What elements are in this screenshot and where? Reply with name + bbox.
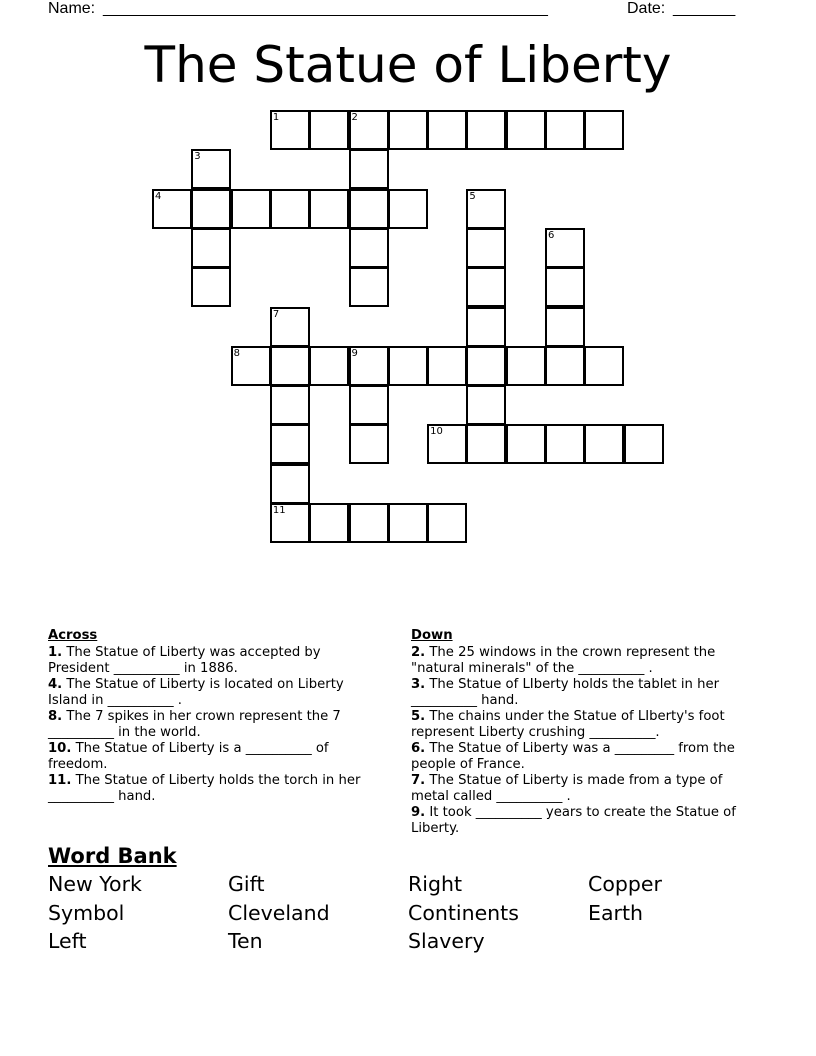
clue-item-number: 3. bbox=[411, 677, 426, 692]
clue-item-text: The Statue of LIberty holds the tablet in her __________ hand. bbox=[411, 677, 719, 708]
clue-number: 7 bbox=[272, 308, 280, 320]
across-clues bbox=[48, 628, 383, 805]
clue-item bbox=[48, 741, 383, 773]
grid-cell[interactable] bbox=[466, 228, 506, 268]
grid-cell[interactable] bbox=[191, 149, 231, 189]
grid-cell[interactable] bbox=[270, 464, 310, 504]
word-bank-item: Right bbox=[408, 872, 462, 896]
grid-cell[interactable] bbox=[191, 267, 231, 307]
clue-item-text: The Statue of Liberty was accepted by President __________ in 1886. bbox=[48, 645, 321, 676]
grid-cell[interactable] bbox=[624, 424, 664, 464]
clue-item-text: The 7 spikes in her crown represent the 7 __________ in the world. bbox=[48, 709, 341, 740]
down-heading: Down bbox=[411, 628, 453, 643]
clue-number: 10 bbox=[430, 426, 443, 438]
date-label: Date: bbox=[627, 0, 666, 17]
clue-item-number: 6. bbox=[411, 741, 426, 756]
grid-cell[interactable] bbox=[270, 385, 310, 425]
grid-cell[interactable] bbox=[349, 267, 389, 307]
clue-item bbox=[411, 805, 746, 837]
grid-cell[interactable] bbox=[349, 189, 389, 229]
clue-item bbox=[411, 709, 746, 741]
grid-cell[interactable] bbox=[309, 503, 349, 543]
clue-item-number: 9. bbox=[411, 805, 426, 820]
clue-number: 8 bbox=[233, 347, 240, 359]
across-heading: Across bbox=[48, 628, 98, 643]
grid-cell[interactable] bbox=[427, 503, 467, 543]
clue-number: 1 bbox=[272, 112, 280, 123]
grid-cell[interactable] bbox=[309, 346, 349, 386]
clue-item-number: 7. bbox=[411, 773, 426, 788]
clue-number: 4 bbox=[155, 190, 162, 202]
clue-item bbox=[411, 645, 746, 677]
grid-cell[interactable] bbox=[427, 110, 467, 150]
grid-cell[interactable] bbox=[545, 228, 585, 268]
clue-number: 2 bbox=[351, 112, 358, 123]
word-bank-item: Ten bbox=[228, 929, 263, 953]
grid-cell[interactable] bbox=[584, 346, 624, 386]
grid-cell[interactable] bbox=[466, 110, 506, 150]
clue-item-number: 11. bbox=[48, 773, 72, 788]
grid-cell[interactable] bbox=[466, 424, 506, 464]
word-bank-item: Continents bbox=[408, 900, 519, 925]
across-clue-list bbox=[48, 645, 383, 805]
clue-item-number: 10. bbox=[48, 741, 72, 756]
word-bank-item: Gift bbox=[228, 872, 265, 896]
grid-cell[interactable] bbox=[231, 346, 271, 386]
word-bank-list bbox=[48, 870, 768, 956]
grid-cell[interactable] bbox=[349, 503, 389, 543]
grid-cell[interactable] bbox=[191, 189, 231, 229]
grid-cell[interactable] bbox=[231, 189, 271, 229]
grid-cell[interactable] bbox=[191, 228, 231, 268]
grid-cell[interactable] bbox=[349, 228, 389, 268]
grid-cell[interactable] bbox=[349, 346, 389, 386]
clue-number: 9 bbox=[351, 347, 358, 359]
grid-cell[interactable] bbox=[466, 346, 506, 386]
grid-cell[interactable] bbox=[270, 503, 310, 543]
grid-cell[interactable] bbox=[584, 110, 624, 150]
grid-cell[interactable] bbox=[388, 503, 428, 543]
grid-cell[interactable] bbox=[584, 424, 624, 464]
down-clue-list bbox=[411, 645, 746, 837]
grid-cell[interactable] bbox=[506, 346, 546, 386]
grid-cell[interactable] bbox=[270, 189, 310, 229]
word-bank-item: New York bbox=[48, 872, 142, 896]
clue-item bbox=[48, 677, 383, 709]
grid-cell[interactable] bbox=[349, 385, 389, 425]
page-title: The Statue of Liberty bbox=[144, 36, 672, 94]
grid-cell[interactable] bbox=[506, 424, 546, 464]
clue-item-number: 4. bbox=[48, 677, 63, 692]
grid-cell[interactable] bbox=[388, 346, 428, 386]
word-bank-item: Cleveland bbox=[228, 900, 330, 925]
clue-item-text: The Statue of Liberty was a _________ from the people of France. bbox=[411, 741, 735, 772]
clue-item-text: The Statue of Liberty is made from a type of metal called __________ . bbox=[411, 773, 723, 804]
word-bank-title: Word Bank bbox=[48, 844, 177, 868]
grid-cell[interactable] bbox=[152, 189, 192, 229]
clue-item-text: The 25 windows in the crown represent the "natural minerals" of the __________ . bbox=[411, 645, 716, 676]
grid-cell[interactable] bbox=[506, 110, 546, 150]
clue-item bbox=[48, 773, 383, 805]
grid-cell[interactable] bbox=[270, 307, 310, 347]
grid-cell[interactable] bbox=[349, 424, 389, 464]
clue-number: 6 bbox=[548, 229, 555, 241]
grid-cell[interactable] bbox=[545, 346, 585, 386]
word-bank-item: Copper bbox=[588, 872, 662, 896]
clue-item-number: 5. bbox=[411, 709, 426, 724]
clue-item bbox=[411, 677, 746, 709]
grid-cell[interactable] bbox=[388, 110, 428, 150]
clue-number: 3 bbox=[194, 151, 201, 163]
down-clues bbox=[411, 628, 746, 837]
grid-cell[interactable] bbox=[545, 424, 585, 464]
clue-item-text: The Statue of Liberty is a __________ of freedom. bbox=[48, 741, 329, 772]
clue-item-text: The Statue of Liberty holds the torch in her __________ hand. bbox=[48, 773, 361, 804]
clue-item-number: 8. bbox=[48, 709, 63, 724]
grid-cell[interactable] bbox=[466, 385, 506, 425]
grid-cell[interactable] bbox=[545, 267, 585, 307]
grid-cell[interactable] bbox=[388, 189, 428, 229]
clue-number: 5 bbox=[469, 190, 476, 202]
name-label: Name: bbox=[48, 0, 96, 17]
word-bank-item: Slavery bbox=[408, 929, 485, 953]
clue-item-text: The chains under the Statue of LIberty's foot represent Liberty crushing __________. bbox=[411, 709, 725, 740]
clue-item-text: The Statue of Liberty is located on Liberty Island in __________ . bbox=[48, 677, 344, 708]
word-bank-item: Left bbox=[48, 929, 87, 953]
grid-cell[interactable] bbox=[466, 189, 506, 229]
word-bank-item: Symbol bbox=[48, 900, 125, 925]
clue-item-number: 2. bbox=[411, 645, 426, 660]
clue-item bbox=[48, 645, 383, 677]
name-blank[interactable]: __________________________________________________ bbox=[103, 0, 548, 17]
clue-item-number: 1. bbox=[48, 645, 63, 660]
clue-number: 11 bbox=[272, 505, 286, 516]
grid-cell[interactable] bbox=[427, 424, 467, 464]
clue-item bbox=[48, 709, 383, 741]
clue-item-text: It took __________ years to create the Statue of Liberty. bbox=[411, 805, 736, 836]
clue-item bbox=[411, 773, 746, 805]
grid-cell[interactable] bbox=[309, 189, 349, 229]
grid-cell[interactable] bbox=[349, 149, 389, 189]
grid-cell[interactable] bbox=[270, 424, 310, 464]
date-blank[interactable]: _______ bbox=[673, 0, 736, 17]
word-bank bbox=[48, 842, 768, 956]
grid-cell[interactable] bbox=[545, 307, 585, 347]
grid-cell[interactable] bbox=[309, 110, 349, 150]
grid-cell[interactable] bbox=[466, 307, 506, 347]
clue-item bbox=[411, 741, 746, 773]
grid-cell[interactable] bbox=[270, 346, 310, 386]
grid-cell[interactable] bbox=[427, 346, 467, 386]
grid-cell[interactable] bbox=[349, 110, 389, 150]
word-bank-item: Earth bbox=[588, 900, 643, 925]
grid-cell[interactable] bbox=[466, 267, 506, 307]
grid-cell[interactable] bbox=[270, 110, 310, 150]
grid-cell[interactable] bbox=[545, 110, 585, 150]
